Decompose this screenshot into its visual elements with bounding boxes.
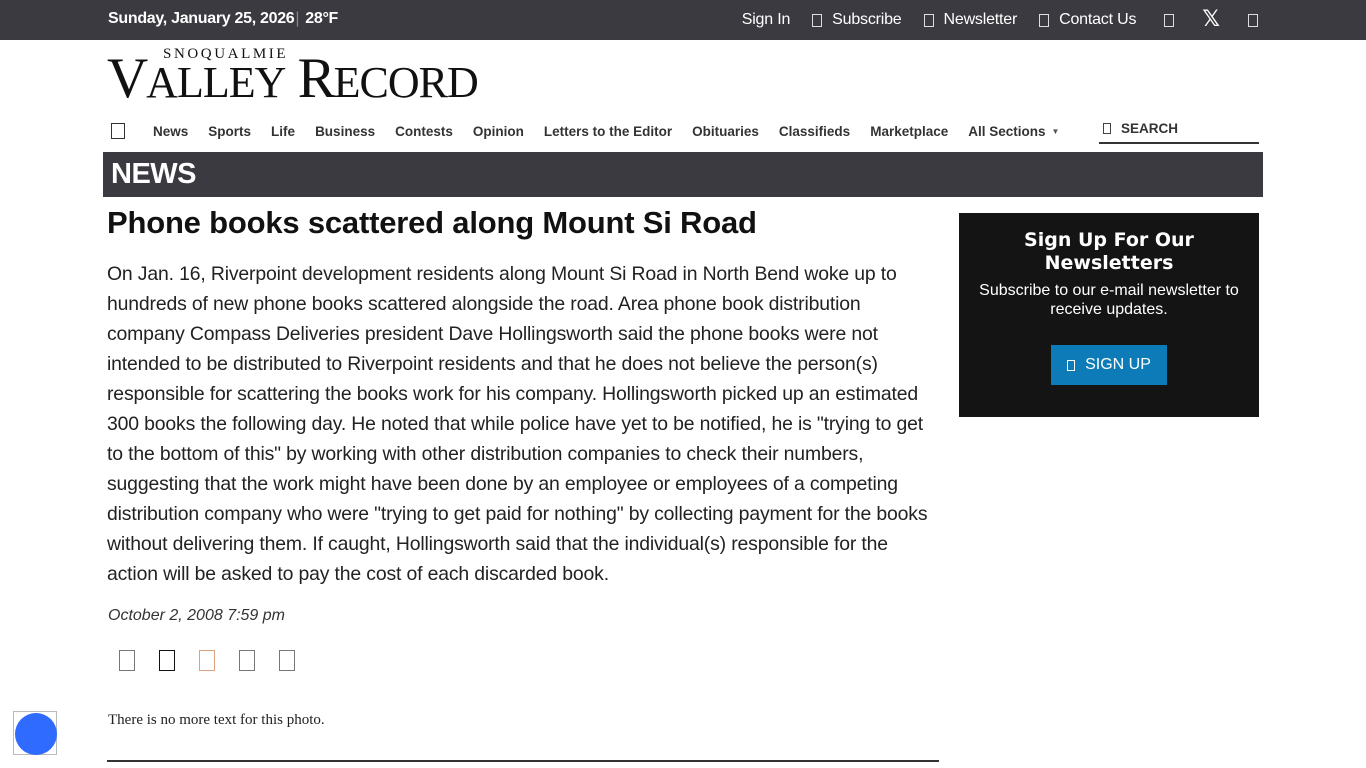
nav-item-obituaries[interactable]: Obituaries [692, 123, 759, 139]
all-sections-dropdown[interactable] [968, 124, 1059, 139]
separator: | [295, 10, 300, 27]
divider [107, 760, 939, 762]
email-share-icon[interactable] [279, 650, 295, 671]
newsletter-title: Sign Up For Our Newsletters [1024, 229, 1194, 274]
facebook-share-icon[interactable] [119, 650, 135, 671]
nav-item-life[interactable]: Life [271, 123, 296, 139]
logo-v: V [107, 47, 147, 110]
subscribe-icon [812, 14, 822, 27]
caret-down-icon: ▼ [1051, 126, 1060, 136]
contact-icon [1039, 14, 1049, 27]
search-icon[interactable] [1103, 123, 1111, 134]
top-links [742, 0, 1258, 40]
linkedin-share-icon[interactable] [239, 650, 255, 671]
nav-item-classifieds[interactable]: Classifieds [778, 123, 851, 139]
sign-up-button[interactable] [1051, 345, 1167, 385]
search-input[interactable] [1121, 121, 1251, 136]
section-header [103, 152, 1263, 197]
sign-in-label: Sign In [741, 11, 791, 28]
accessibility-icon [15, 713, 57, 755]
x-share-icon[interactable] [159, 650, 175, 671]
newsletter-link[interactable] [924, 11, 1018, 29]
nav-item-business[interactable]: Business [315, 123, 376, 139]
facebook-link[interactable] [1164, 14, 1174, 27]
nav-item-letters[interactable]: Letters to the Editor [543, 123, 673, 139]
accessibility-widget-button[interactable] [13, 711, 57, 755]
date-weather [108, 10, 338, 28]
x-twitter-icon: 𝕏 [1202, 7, 1220, 32]
nav-item-sports[interactable]: Sports [208, 123, 252, 139]
article-headline: Phone books scattered along Mount Si Road [107, 205, 757, 240]
nav-item-marketplace[interactable]: Marketplace [870, 123, 949, 139]
site-logo[interactable] [107, 46, 507, 110]
sign-up-label: SIGN UP [1085, 356, 1151, 373]
nav-item-news[interactable]: News [153, 123, 189, 139]
newsletter-signup-box [959, 213, 1259, 417]
contact-us-link[interactable] [1039, 11, 1136, 29]
instagram-icon [1248, 14, 1258, 27]
photo-caption: There is no more text for this photo. [108, 712, 325, 728]
search-box [1099, 114, 1259, 144]
envelope-icon [1067, 360, 1075, 371]
logo-top-word: SNOQUALMIE [163, 46, 289, 62]
newsletter-label: Newsletter [943, 11, 1018, 28]
logo-r: R [297, 47, 334, 110]
nav-item-contests[interactable]: Contests [395, 123, 453, 139]
article-body: On Jan. 16, Riverpoint development residents along Mount Si Road in North Bend woke up to hundreds of new phone books scattered alongside the road. Area phone book distribution company Compass Deliveries president Dave Hollingsworth said the phone books were not intended to be distributed to Riverpoint residents and that he does not believe the person(s) responsible for scattering the books work for his company. Hollingsworth picked up an estimated 300 books the following day. He noted that while police have yet to be notified, he is "trying to get to the bottom of this" by working with other distribution companies to check their numbers, suggesting that the work might have been done by an employee or employees of a competing distribution company who were "trying to get paid for nothing" by collecting payment for the books without delivering them. If caught, Hollingsworth said that the individual(s) responsible for the action will be asked to pay the cost of each discarded book. [107, 263, 928, 585]
sign-in-link[interactable] [742, 11, 790, 29]
envelope-icon [924, 14, 934, 27]
facebook-icon [1164, 14, 1174, 27]
current-date: Sunday, January 25, 2026 [108, 10, 295, 27]
subscribe-label: Subscribe [832, 11, 902, 28]
all-sections-label: All Sections [968, 123, 1046, 139]
article-dateline: October 2, 2008 7:59 pm [108, 607, 285, 624]
temperature: 28°F [305, 10, 339, 27]
x-twitter-link[interactable] [1202, 9, 1220, 31]
instagram-link[interactable] [1248, 14, 1258, 27]
subscribe-link[interactable] [812, 11, 901, 29]
logo-ecord: ECORD [333, 58, 478, 107]
logo-alley: ALLEY [146, 58, 286, 107]
contact-us-label: Contact Us [1059, 11, 1137, 28]
top-bar [0, 0, 1366, 40]
newsletter-description: Subscribe to our e-mail newsletter to receive updates. [979, 282, 1239, 318]
logo-main-text [107, 47, 478, 110]
section-title: NEWS [111, 158, 196, 190]
main-nav [107, 116, 1259, 146]
share-bar [119, 650, 319, 671]
reddit-share-icon[interactable] [199, 650, 215, 671]
nav-item-opinion[interactable]: Opinion [472, 123, 524, 139]
hamburger-menu-icon[interactable] [111, 123, 125, 139]
